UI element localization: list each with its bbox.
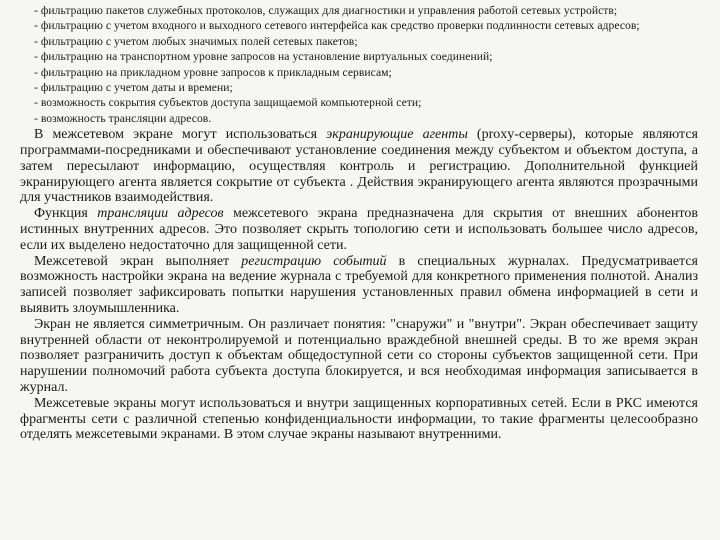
list-item: - возможность трансляции адресов. — [34, 111, 212, 125]
emphasis-term: регистрацию событий — [241, 253, 387, 269]
list-item: - возможность сокрытия субъектов доступа защищаемой компьютерной сети; — [34, 96, 422, 110]
list-item: - фильтрацию пакетов служебных протоколов, служащих для диагностики и управления работой сетевых устройств; — [34, 4, 618, 17]
paragraph-text: межсетевого экрана предназначена для скрытия от внешних абонентов истинных внутренних адресов. Это позволяет скрыть топологию сети и использовать большее число адресов, если их выделено недостаточно для защищенной сети. — [20, 206, 699, 253]
feature-list — [20, 3, 698, 126]
paragraph-internal-firewalls: Межсетевые экраны могут использоваться и внутри защищенных корпоративных сетей. Если в РКС имеются фрагменты сети с различной степенью конфиденциальности информации, то такие фрагменты целесообразно отделять межсетевыми экранами. В этом случае экраны называют внутренними. — [20, 395, 698, 443]
paragraph-event-logging — [20, 254, 698, 317]
paragraph-address-translation — [20, 206, 698, 253]
paragraph-text: в специальных журналах. Предусматривается возможность настройки экрана на ведение журнала с требуемой для конкретного применения полнотой. Анализ записей позволяет зафиксировать попытки нарушения установленных правил обмена информацией в сети и выявить злоумышленника. — [20, 253, 698, 317]
list-item: - фильтрацию с учетом любых значимых полей сетевых пакетов; — [34, 34, 358, 48]
paragraph-text: В межсетевом экране могут использоваться — [34, 127, 327, 143]
paragraph-text: Межсетевой экран выполняет — [34, 253, 242, 269]
paragraph-asymmetry: Экран не является симметричным. Он различает понятия: "снаружи" и "внутри". Экран обеспечивает защиту внутренней области от неконтролируемой и потенциально враждебной внешней среды. В то же время экран позволяет разграничить доступ к объектам общедоступной сети со стороны субъектов защищенной сети. При нарушении полномочий работа субъекта доступа блокируется, и вся необходимая информация записывается в журнал. — [20, 316, 698, 395]
paragraph-text: Функция — [34, 206, 98, 222]
list-item: - фильтрацию с учетом даты и времени; — [34, 81, 233, 95]
emphasis-term: трансляции адресов — [97, 206, 224, 222]
list-item: - фильтрацию на транспортном уровне запросов на установление виртуальных соединений; — [34, 50, 493, 64]
paragraph-proxy-agents — [20, 127, 698, 206]
paragraph-text: (proxy-серверы), которые являются программами-посредниками и обеспечивают установление соединения между субъектом и объектом доступа, а затем пересылают информацию, осуществляя контроль и регистрацию. Дополнительной функцией экранирующего агента является сокрытие от субъекта . Действия экранирующего агента являются прозрачными для участников взаимодействия. — [20, 127, 698, 206]
list-item: - фильтрацию с учетом входного и выходного сетевого интерфейса как средство проверки подлинности сетевых адресов; — [34, 19, 640, 33]
list-item: - фильтрацию на прикладном уровне запросов к прикладным сервисам; — [34, 65, 392, 79]
emphasis-term: экранирующие агенты — [326, 127, 468, 143]
